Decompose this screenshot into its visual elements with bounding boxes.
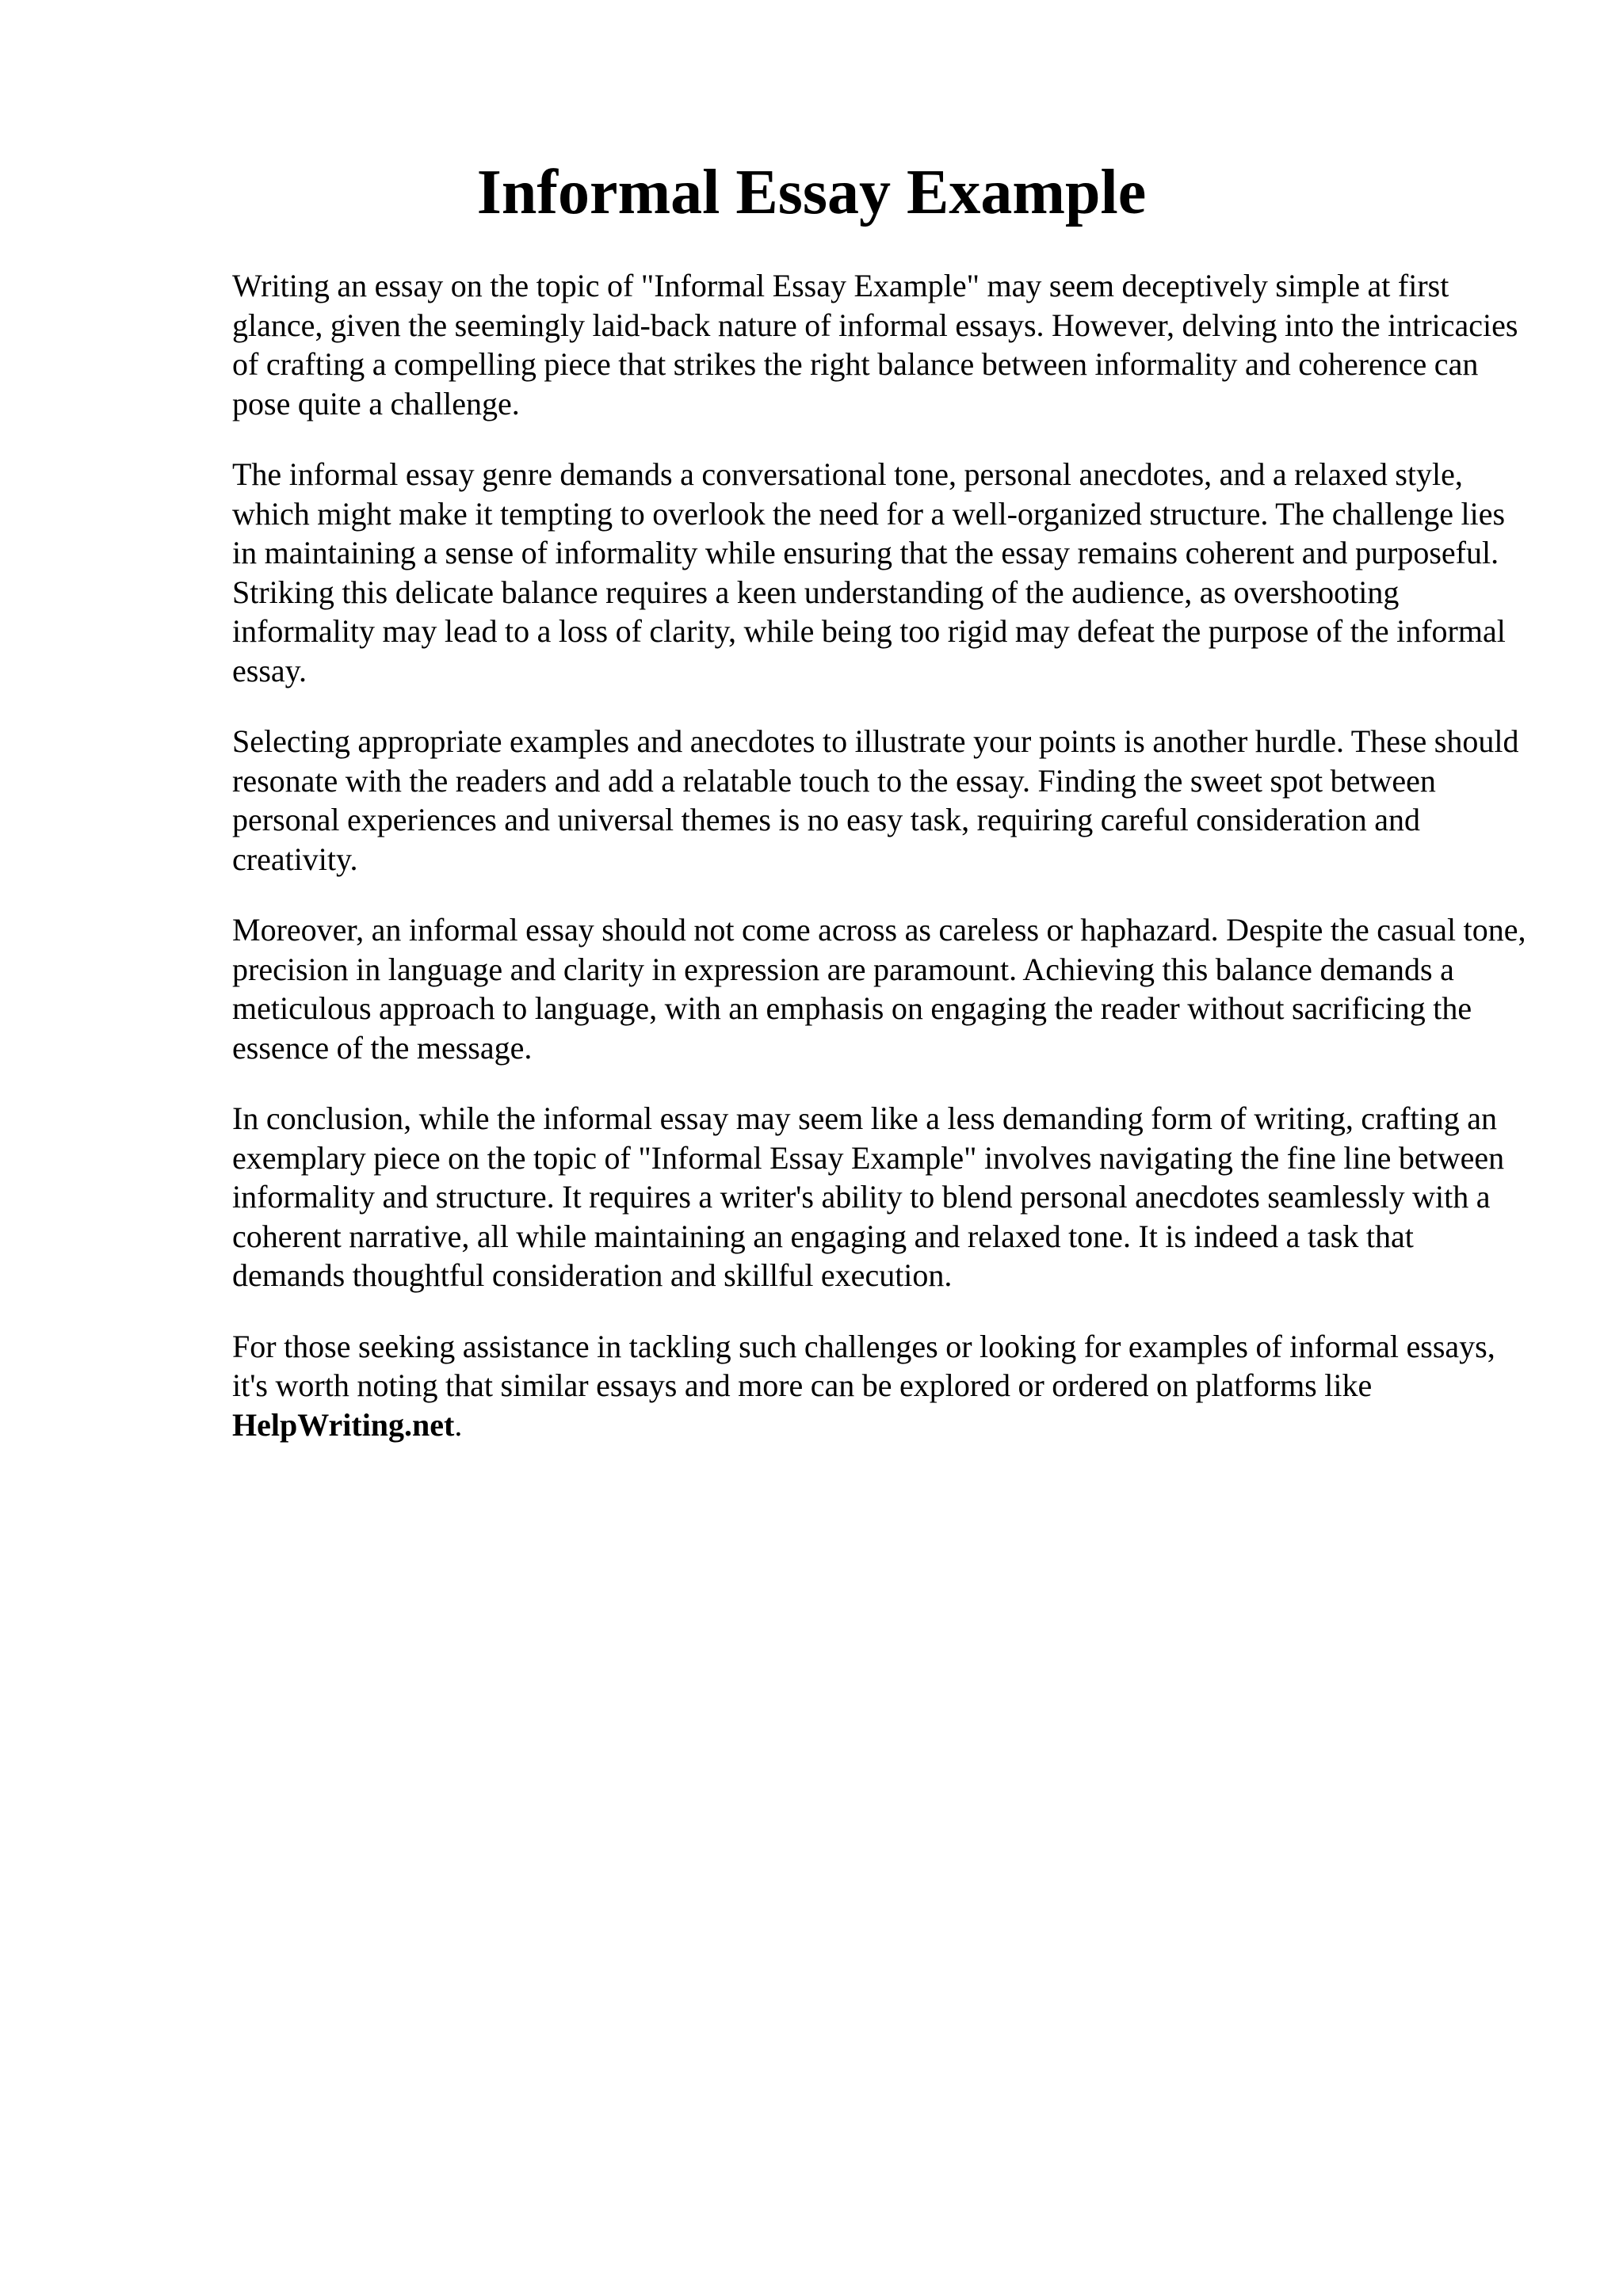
- paragraph-precision: Moreover, an informal essay should not come across as careless or haphazard. Despite the casual tone, precision in language and clarity in expression are paramount. Achieving this balance demands a meticulous approach to language, with an emphasis on engaging the reader without sacrificing the essence of the message.: [232, 912, 1526, 1066]
- paragraph-examples: Selecting appropriate examples and anecdotes to illustrate your points is another hurdle. These should resonate with the readers and add a relatable touch to the essay. Finding the sweet spot between personal experiences and universal themes is no easy task, requiring careful consideration and creativity.: [232, 723, 1519, 877]
- paragraph-conclusion: In conclusion, while the informal essay may seem like a less demanding form of writing, crafting an exemplary piece on the topic of "Informal Essay Example" involves navigating the fine line between informality and structure. It requires a writer's ability to blend personal anecdotes seamlessly with a coherent narrative, all while maintaining an engaging and relaxed tone. It is indeed a task that demands thoughtful consideration and skillful execution.: [232, 1100, 1505, 1293]
- helpwriting-link[interactable]: HelpWriting.net: [232, 1406, 455, 1443]
- paragraph-closing: [232, 1327, 1532, 1445]
- paragraph-genre: The informal essay genre demands a conversational tone, personal anecdotes, and a relaxed style, which might make it tempting to overlook the need for a well-organized structure. The challenge lies in maintaining a sense of informality while ensuring that the essay remains coherent and purposeful. Striking this delicate balance requires a keen understanding of the audience, as overshooting informality may lead to a loss of clarity, while being too rigid may defeat the purpose of the informal essay.: [232, 456, 1506, 688]
- document-title: Informal Essay Example: [476, 158, 1147, 227]
- closing-suffix: .: [454, 1406, 463, 1443]
- closing-text: For those seeking assistance in tackling such challenges or looking for examples of informal essays, it's worth noting that similar essays and more can be explored or ordered on platforms like: [232, 1328, 1495, 1403]
- paragraph-intro: Writing an essay on the topic of "Informal Essay Example" may seem deceptively simple at first glance, given the seemingly laid-back nature of informal essays. However, delving into the intricacies of crafting a compelling piece that strikes the right balance between informality and coherence can pose quite a challenge.: [232, 268, 1518, 421]
- essay-body: [232, 266, 1532, 1444]
